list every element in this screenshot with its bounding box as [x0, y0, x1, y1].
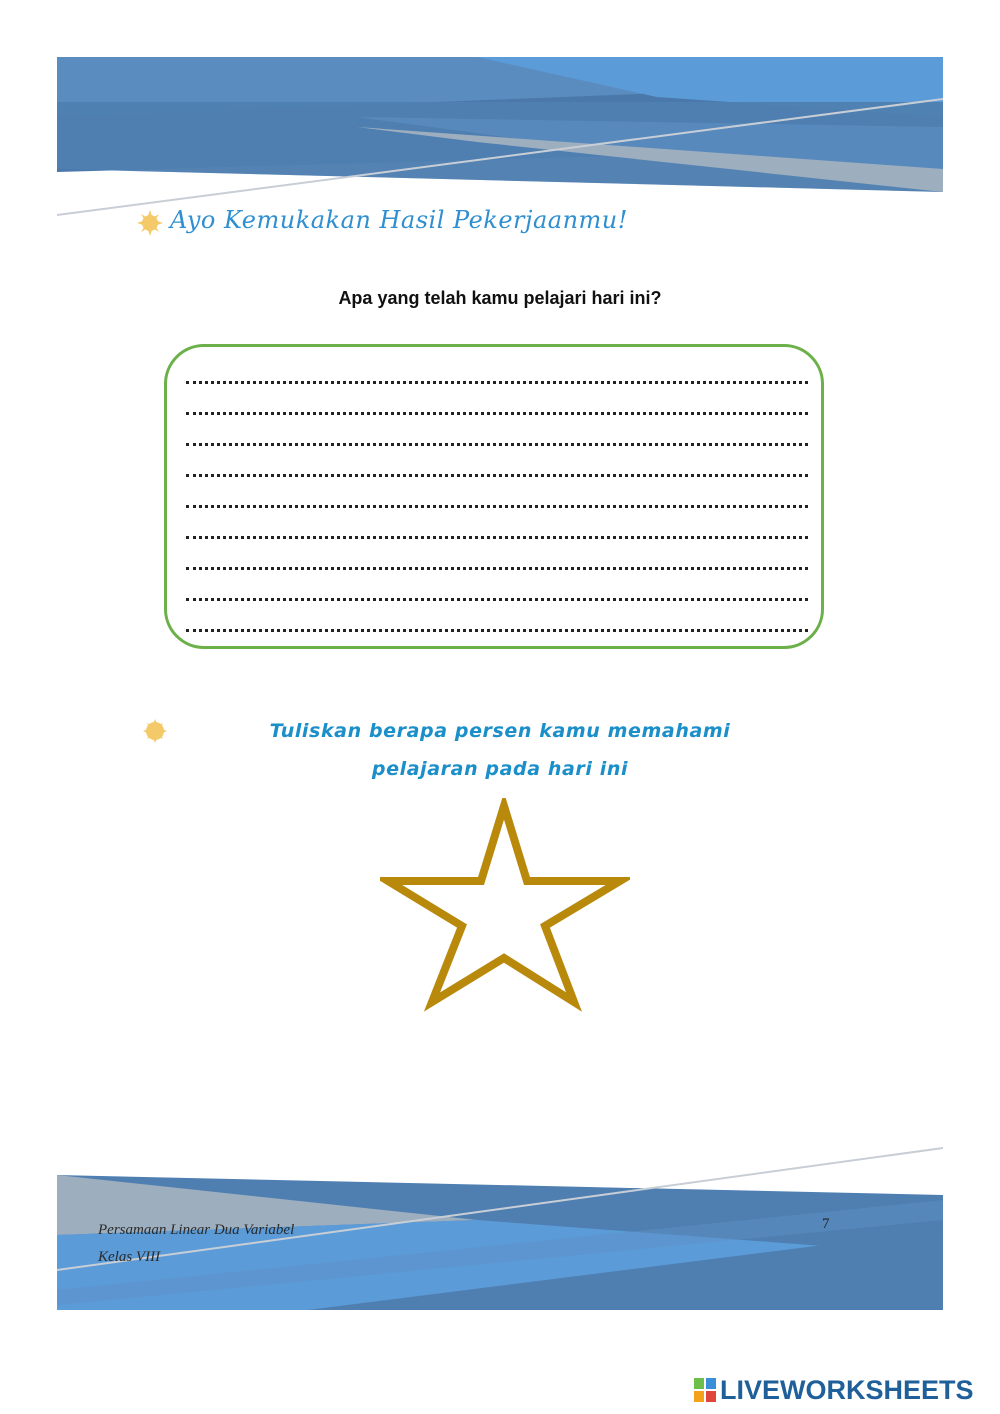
- liveworksheets-logo-icon: [694, 1378, 716, 1402]
- answer-line[interactable]: [186, 567, 808, 570]
- answer-line[interactable]: [186, 629, 808, 632]
- footer-subject: Persamaan Linear Dua Variabel: [98, 1222, 295, 1238]
- brand-name: LIVEWORKSHEETS: [720, 1374, 974, 1405]
- section-title: Ayo Kemukakan Hasil Pekerjaanmu!: [170, 206, 628, 234]
- brand[interactable]: [694, 1374, 974, 1406]
- answer-line[interactable]: [186, 412, 808, 415]
- understanding-prompt-line1: Tuliskan berapa persen kamu memahami: [269, 720, 731, 742]
- answer-line[interactable]: [186, 443, 808, 446]
- page-number: 7: [822, 1216, 830, 1232]
- sun-bullet-icon: [137, 210, 163, 236]
- answer-line[interactable]: [186, 598, 808, 601]
- answer-line[interactable]: [186, 536, 808, 539]
- understanding-prompt-line2: pelajaran pada hari ini: [371, 758, 629, 780]
- answer-line[interactable]: [186, 381, 808, 384]
- answer-box[interactable]: [164, 344, 824, 649]
- answer-line[interactable]: [186, 505, 808, 508]
- reflection-question: Apa yang telah kamu pelajari hari ini?: [338, 288, 662, 308]
- star-answer-shape[interactable]: [380, 798, 630, 1013]
- footer-grade: Kelas VIII: [98, 1249, 161, 1265]
- answer-line[interactable]: [186, 474, 808, 477]
